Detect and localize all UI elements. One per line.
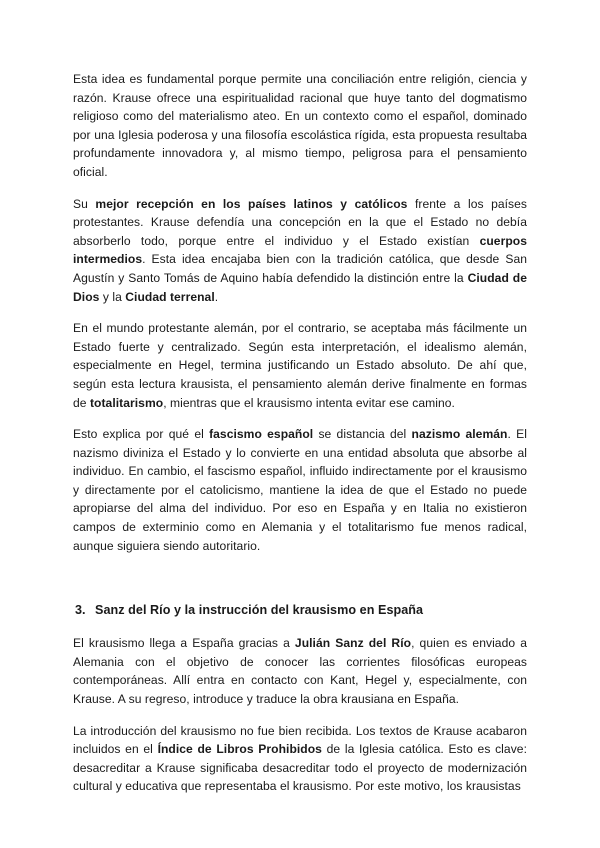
text-span: En el mundo protestante alemán, por el contrario, se aceptaba más fácilmente un Estado fuerte y centralizado. Según esta interpretación, el idealismo alemán, especialmente en Hegel, termina justificando un Estado absoluto. De ahí que, según esta lectura krausista, el pensamiento alemán derive finalmente en formas de [73, 321, 527, 410]
text-span: El krausismo llega a España gracias a [73, 636, 295, 651]
text-span: . [214, 289, 219, 304]
text-span: Su [73, 196, 96, 211]
paragraph-protestant-world [73, 319, 527, 412]
text-span: . El nazismo diviniza el Estado y lo convierte en una entidad absoluta que absorbe al individuo. En cambio, el fascismo español, influido indirectamente por el krausismo y directamente por el catolicismo, mantiene la idea de que el Estado no puede apropiarse del alma del individuo. Por eso en España y en Italia no existieron campos de exterminio como en Alemania y el totalitarismo fue menos radical, aunque siguiera siendo autoritario. [73, 427, 527, 553]
section-title: Sanz del Río y la instrucción del krausismo en España [95, 603, 424, 618]
text-span: . Esta idea encajaba bien con la tradición católica, que desde San Agustín y Santo Tomás de Aquino había defendido la distinción entre la [73, 252, 527, 285]
text-span: , quien es enviado a Alemania con el objetivo de conocer las corrientes filosóficas europeas contemporáneas. Allí entra en contacto con Kant, Hegel y, especialmente, con Krause. A su regreso, introduce y traduce la obra krausiana en España. [73, 636, 527, 707]
paragraph-sanz-del-rio [73, 634, 527, 708]
bold-text: Ciudad terrenal [125, 289, 215, 304]
section-heading [73, 601, 527, 619]
paragraph-reconciliation [73, 70, 527, 182]
bold-text: nazismo alemán [411, 427, 508, 442]
document-page [73, 70, 527, 796]
bold-text: totalitarismo [89, 395, 164, 410]
bold-text: cuerpos intermedios [73, 233, 527, 267]
text-span: La introducción del krausismo no fue bien recibida. Los textos de Krause acabaron incluidos en el [73, 723, 527, 757]
bold-text: Julián Sanz del Río [294, 636, 412, 651]
text-span: de la Iglesia católica. Esto es clave: desacreditar a Krause significaba desacreditar todo el proyecto de modernización cultural y educativa que representaba el krausismo. Por este motivo, los krausistas [73, 742, 527, 794]
text-span: Esto explica por qué el [73, 427, 210, 442]
bold-text: Ciudad de Dios [73, 270, 528, 304]
text-span: Esta idea es fundamental porque permite una conciliación entre religión, ciencia y razón. Krause ofrece una espiritualidad racional que huye tanto del dogmatismo religioso como del materialismo ateo. En un contexto como el español, dominado por una Iglesia poderosa y una filosofía escolástica rígida, esta propuesta resultaba profundamente innovadora y, al mismo tiempo, peligrosa para el pensamiento oficial. [73, 72, 527, 179]
bold-text: Índice de Libros Prohibidos [157, 742, 322, 757]
bold-text: fascismo español [209, 427, 314, 442]
bold-text: mejor recepción en los países latinos y católicos [95, 196, 408, 211]
paragraph-latin-reception [73, 195, 527, 307]
text-span: y la [99, 289, 126, 304]
section-number: 3. [75, 603, 86, 618]
text-span: , mientras que el krausismo intenta evitar ese camino. [163, 395, 455, 410]
text-span: se distancia del [313, 427, 412, 442]
paragraph-index-prohibited [73, 722, 527, 796]
paragraph-fascism-nazism [73, 425, 527, 555]
text-span: frente a los países protestantes. Krause defendía una concepción en la que el Estado no debía absorberlo todo, porque entre el individuo y el Estado existían [73, 196, 528, 248]
